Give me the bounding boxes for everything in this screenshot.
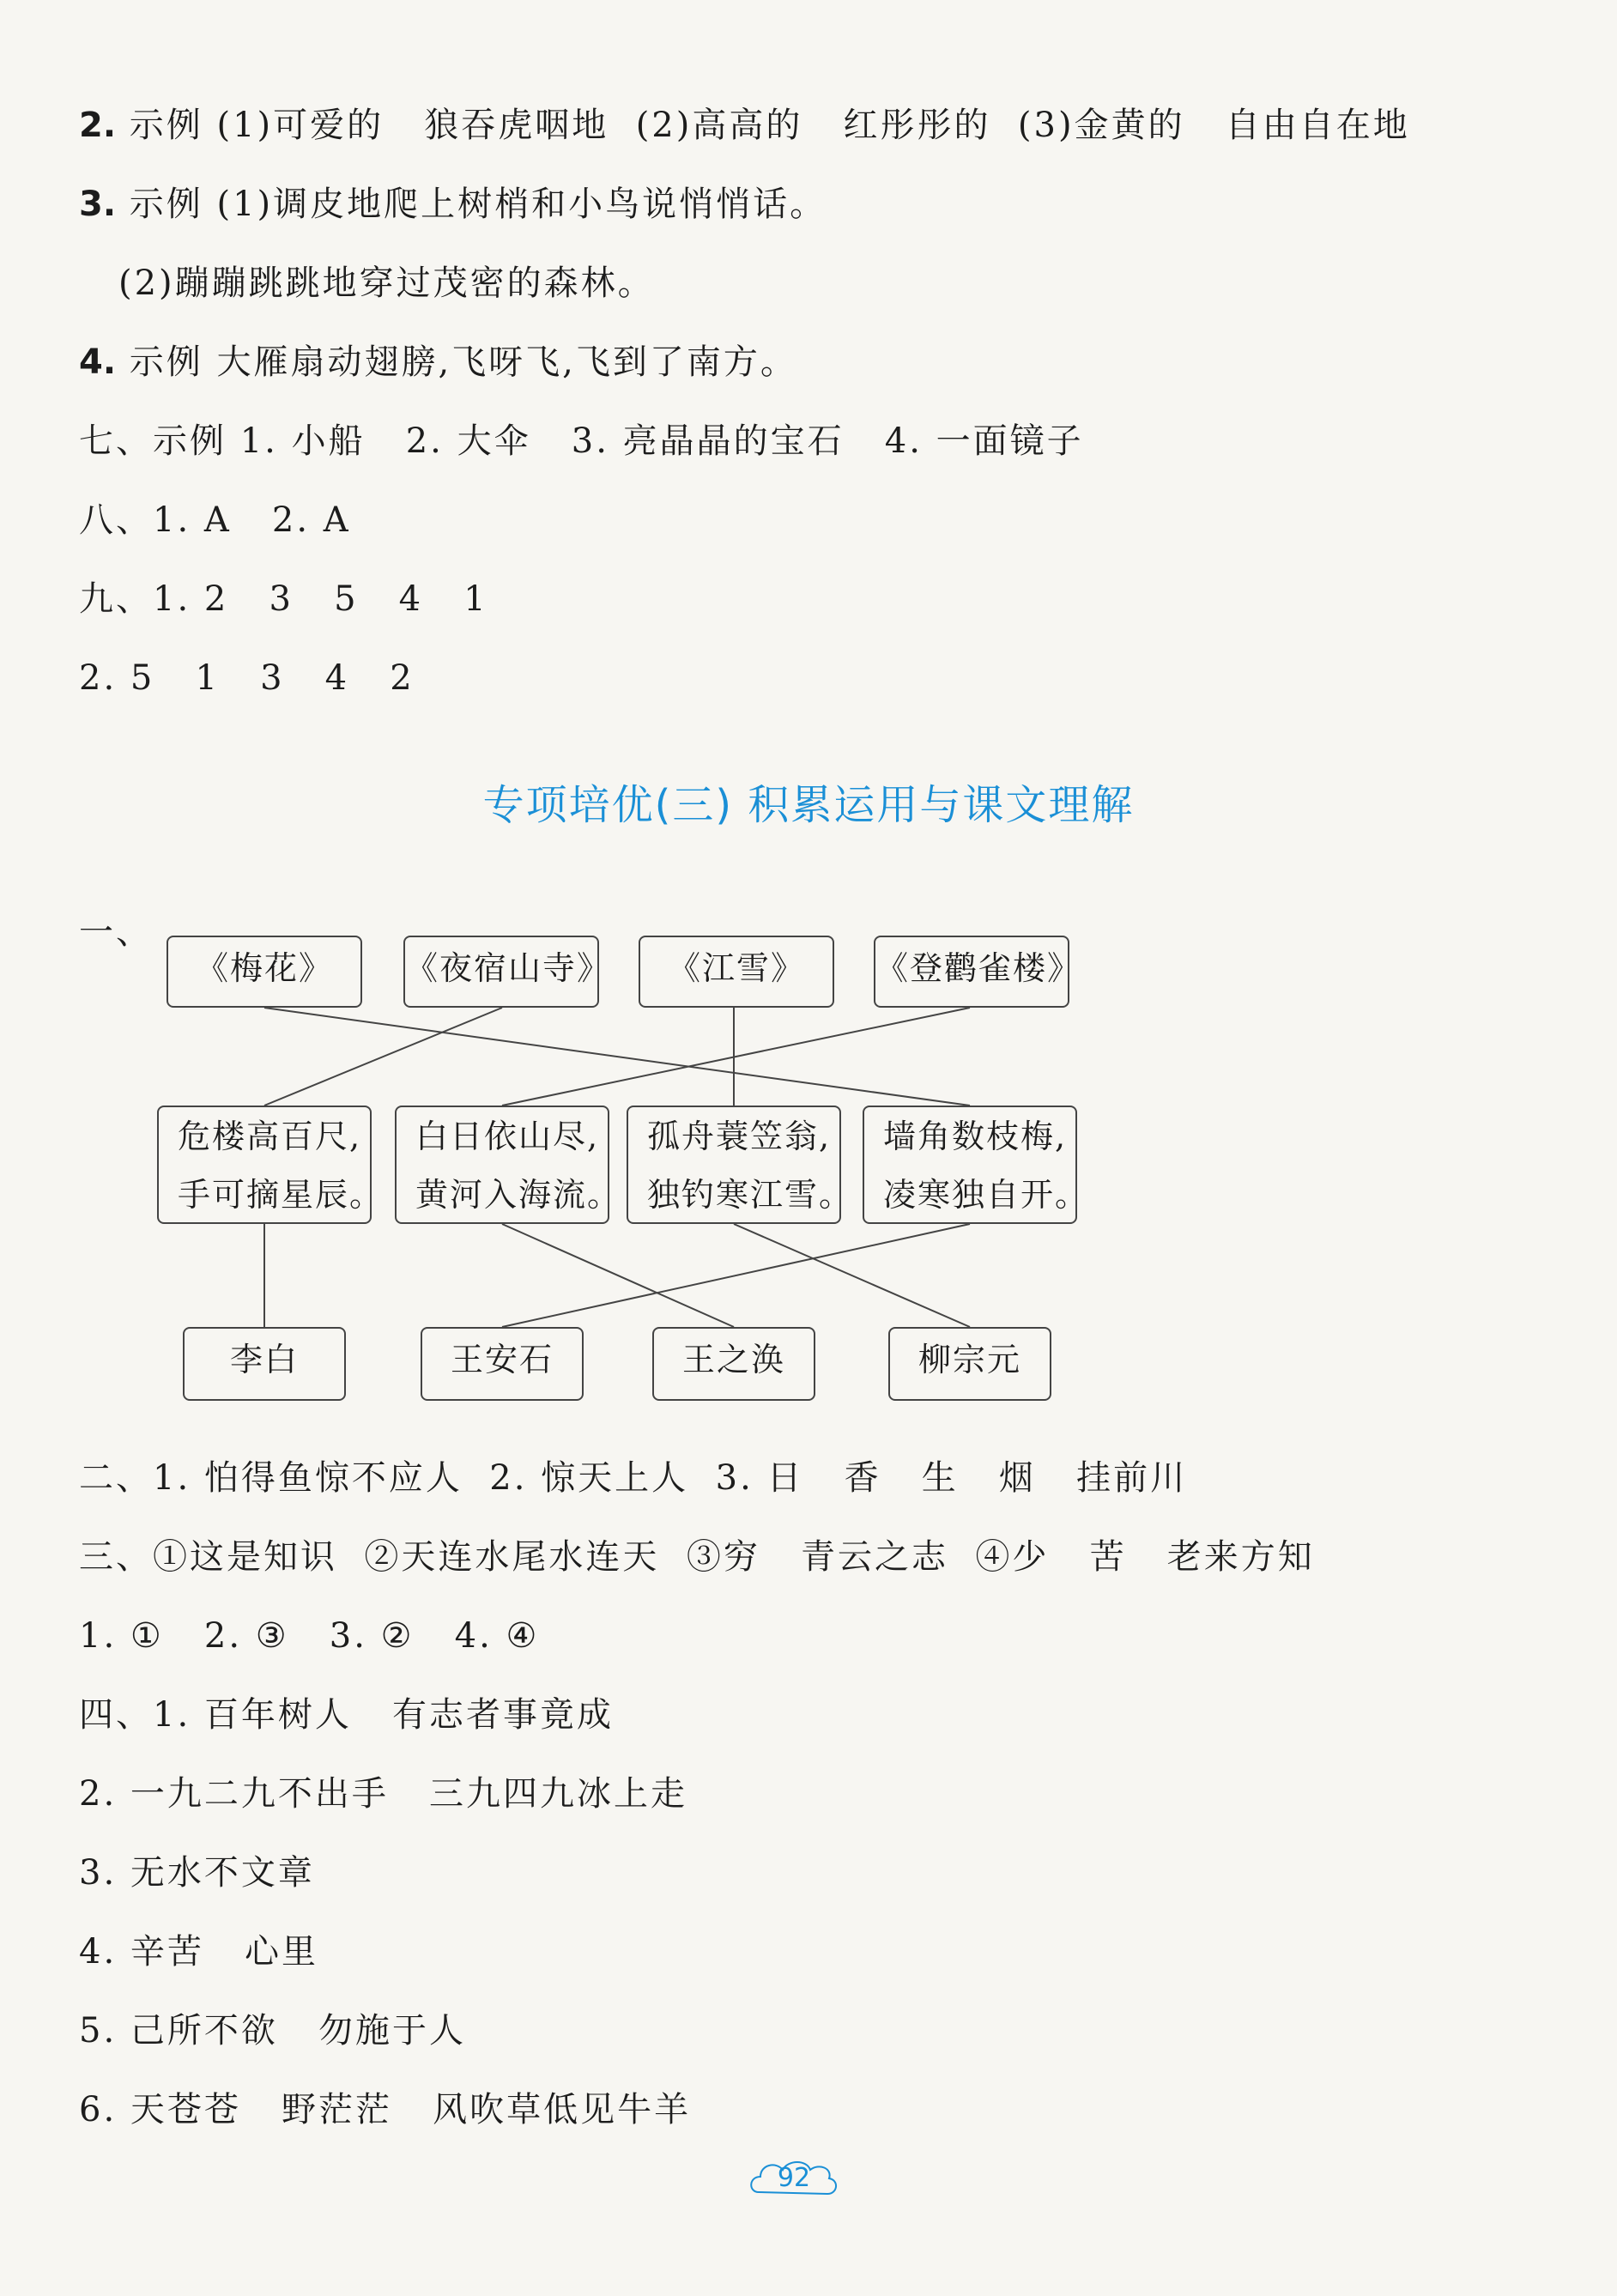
link-meihua-verse4	[264, 1008, 970, 1106]
author-box-2: 王安石	[421, 1327, 584, 1401]
page-number-badge	[747, 2154, 841, 2202]
link-yesu-verse1	[264, 1008, 502, 1106]
verse-line: 孤舟蓑笠翁,	[647, 1118, 832, 1155]
verse-line: 白日依山尽,	[415, 1118, 600, 1155]
verse-box-3	[627, 1106, 854, 1224]
answer-text: 示例 大雁扇动翅膀,飞呀飞,飞到了南方。	[116, 342, 797, 382]
answer-section-9-2: 2. 5 1 3 4 2	[79, 658, 415, 698]
poem-box-4: 《登鹳雀楼》	[874, 936, 1069, 1008]
verse-line: 危楼高百尺,	[178, 1118, 362, 1155]
answer-line-4	[79, 340, 797, 385]
verse-line: 凌寒独自开。	[883, 1176, 1090, 1214]
answer-section-4: 四、1. 百年树人 有志者事竟成	[79, 1695, 615, 1735]
matching-diagram	[0, 901, 1617, 1416]
answer-section-4-2: 2. 一九二九不出手 三九四九冰上走	[79, 1774, 688, 1814]
verse-box-2	[395, 1106, 622, 1224]
answer-section-3-2: 1. ① 2. ③ 3. ② 4. ④	[79, 1616, 540, 1656]
item-number: 3.	[79, 185, 117, 224]
verse-line: 独钓寒江雪。	[647, 1176, 854, 1214]
answer-section-4-5: 5. 己所不欲 勿施于人	[79, 2011, 467, 2051]
poem-box-1: 《梅花》	[167, 936, 362, 1008]
author-box-3: 王之涣	[652, 1327, 815, 1401]
poem-box-2: 《夜宿山寺》	[403, 936, 599, 1008]
answer-section-4-6: 6. 天苍苍 野茫茫 风吹草低见牛羊	[79, 2090, 692, 2129]
answer-section-3: 三、①这是知识 ②天连水尾水连天 ③穷 青云之志 ④少 苦 老来方知	[79, 1537, 1315, 1577]
author-box-4: 柳宗元	[888, 1327, 1051, 1401]
section-title: 专项培优(三) 积累运用与课文理解	[482, 781, 1135, 829]
link-verse3-liuzongyuan	[734, 1224, 970, 1327]
item-number: 2.	[79, 106, 117, 145]
verse-box-1	[157, 1106, 385, 1224]
link-verse4-wanganshi	[502, 1224, 970, 1327]
poem-box-3: 《江雪》	[639, 936, 834, 1008]
answer-line-3	[79, 182, 827, 227]
answer-section-4-3: 3. 无水不文章	[79, 1853, 315, 1893]
page-number: 92	[777, 2163, 811, 2193]
diagram-label: 一、	[79, 912, 153, 952]
answer-section-9: 九、1. 2 3 5 4 1	[79, 579, 488, 619]
link-verse2-wangzhihuan	[502, 1224, 734, 1327]
verse-line: 黄河入海流。	[415, 1176, 622, 1214]
verse-line: 墙角数枝梅,	[883, 1118, 1068, 1155]
answer-line-2	[79, 103, 1410, 148]
link-dengque-verse2	[502, 1008, 970, 1106]
answer-text: 示例 (1)可爱的 狼吞虎咽地 (2)高高的 红彤彤的 (3)金黄的 自由自在地	[116, 106, 1410, 145]
author-box-1: 李白	[183, 1327, 346, 1401]
answer-text: 示例 (1)调皮地爬上树梢和小鸟说悄悄话。	[116, 185, 827, 224]
verse-line: 手可摘星辰。	[178, 1176, 385, 1214]
verse-box-4	[863, 1106, 1090, 1224]
answer-section-4-4: 4. 辛苦 心里	[79, 1932, 319, 1972]
answer-section-7: 七、示例 1. 小船 2. 大伞 3. 亮晶晶的宝石 4. 一面镜子	[79, 421, 1084, 461]
item-number: 4.	[79, 342, 117, 382]
answer-line-3-2: (2)蹦蹦跳跳地穿过茂密的森林。	[118, 264, 655, 303]
answer-section-2: 二、1. 怕得鱼惊不应人 2. 惊天上人 3. 日 香 生 烟 挂前川	[79, 1458, 1188, 1498]
answer-section-8: 八、1. A 2. A	[79, 500, 351, 540]
